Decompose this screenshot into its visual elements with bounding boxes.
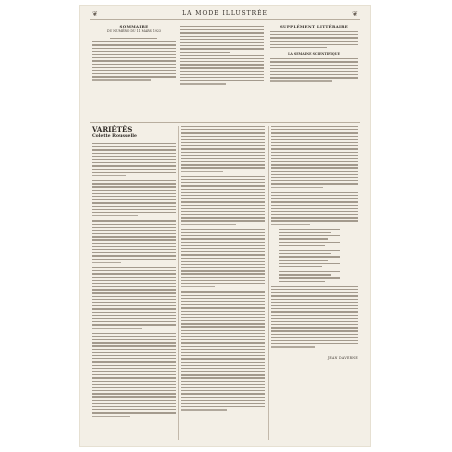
ornament-left-icon: ❦ [92, 10, 98, 18]
masthead-title: LA MODE ILLUSTRÉE [182, 10, 268, 17]
supplement-block [270, 24, 358, 84]
summary-middle-column [180, 26, 264, 87]
summary-heading: SOMMAIRE [119, 24, 149, 29]
column-divider [178, 126, 179, 440]
summary-block [92, 24, 176, 83]
summary-issue: DU NUMÉRO DU 11 MARS 1923 [107, 29, 161, 33]
column-divider-2 [268, 126, 269, 440]
supplement-heading: SUPPLÉMENT LITTÉRAIRE [279, 24, 349, 29]
supplement-sub: LA SEMAINE SCIENTIFIQUE [288, 52, 340, 57]
newspaper-page [80, 6, 370, 446]
ornament-right-icon: ❦ [352, 10, 358, 18]
article-column-1 [92, 126, 176, 419]
article-column-3 [271, 126, 358, 360]
article-column-2 [181, 126, 265, 413]
masthead-rule [90, 19, 360, 20]
article-subtitle: Colette Rousselle [92, 134, 137, 139]
section-rule [90, 122, 360, 123]
article-signature: JEAN DAVERNE [327, 355, 358, 360]
article-section-title: VARIÉTÉS [92, 125, 133, 134]
